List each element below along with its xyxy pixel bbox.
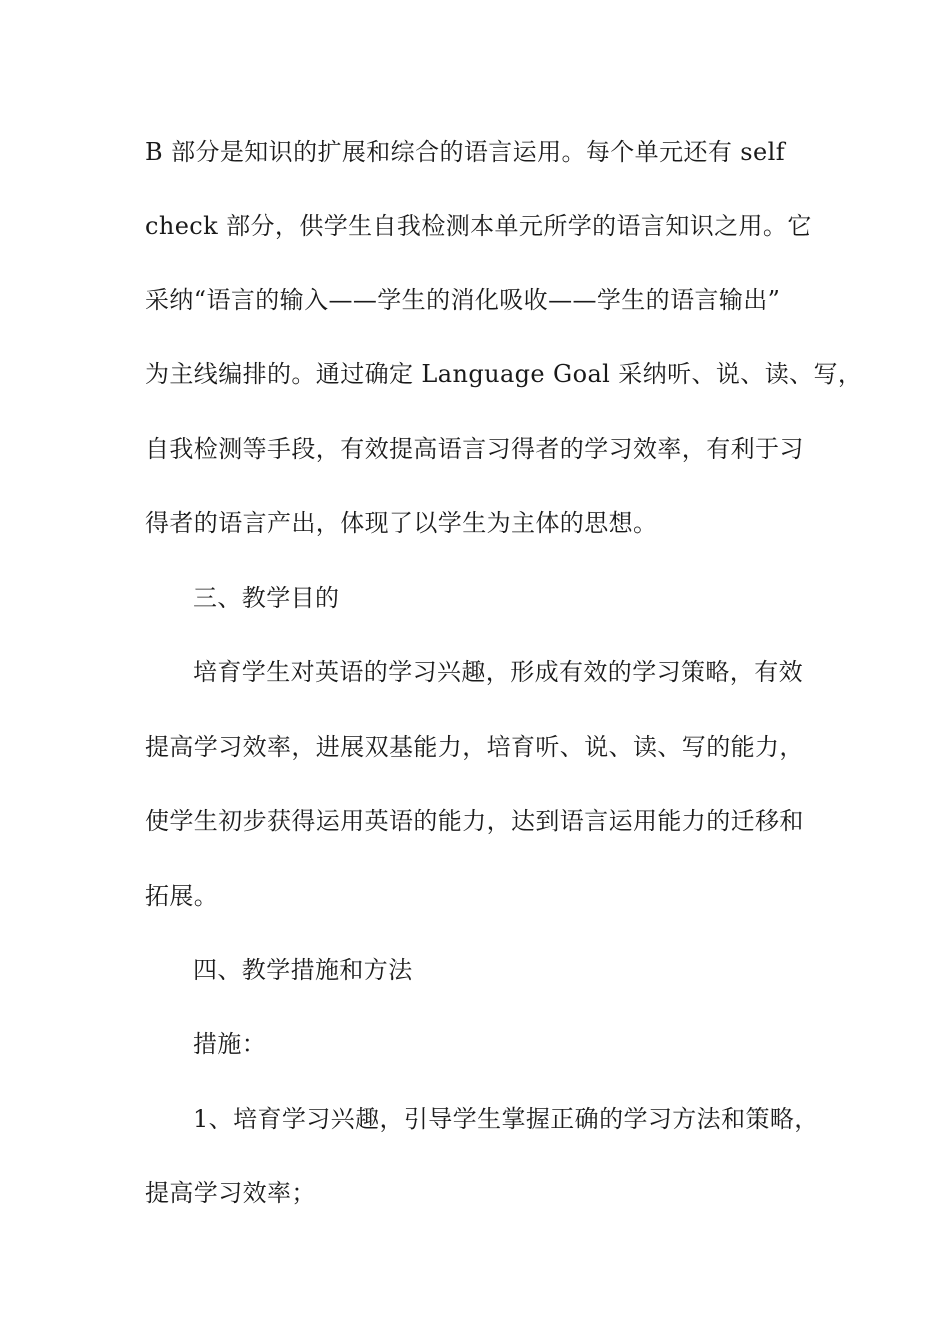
- paragraph-line: 提高学习效率；: [145, 1179, 316, 1207]
- paragraph-line: 培育学生对英语的学习兴趣，形成有效的学习策略，有效: [193, 658, 803, 686]
- paragraph-line: check 部分，供学生自我检测本单元所学的语言知识之用。它: [145, 212, 812, 240]
- paragraph-line: B 部分是知识的扩展和综合的语言运用。每个单元还有 self: [145, 138, 785, 166]
- paragraph-line: 使学生初步获得运用英语的能力，达到语言运用能力的迁移和: [145, 807, 804, 835]
- paragraph-line: 为主线编排的。通过确定 Language Goal 采纳听、说、读、写，: [145, 360, 863, 388]
- paragraph-line: 得者的语言产出，体现了以学生为主体的思想。: [145, 509, 658, 537]
- section-heading: 四、教学措施和方法: [193, 956, 413, 984]
- list-item: 1、培育学习兴趣，引导学生掌握正确的学习方法和策略，: [193, 1105, 819, 1133]
- paragraph-line: 采纳“语言的输入——学生的消化吸收——学生的语言输出”: [145, 286, 781, 314]
- section-heading: 三、教学目的: [193, 584, 340, 612]
- subheading: 措施：: [193, 1030, 267, 1058]
- paragraph-line: 提高学习效率，进展双基能力，培育听、说、读、写的能力，: [145, 733, 804, 761]
- paragraph-line: 自我检测等手段，有效提高语言习得者的学习效率，有利于习: [145, 435, 804, 463]
- paragraph-line: 拓展。: [145, 882, 219, 910]
